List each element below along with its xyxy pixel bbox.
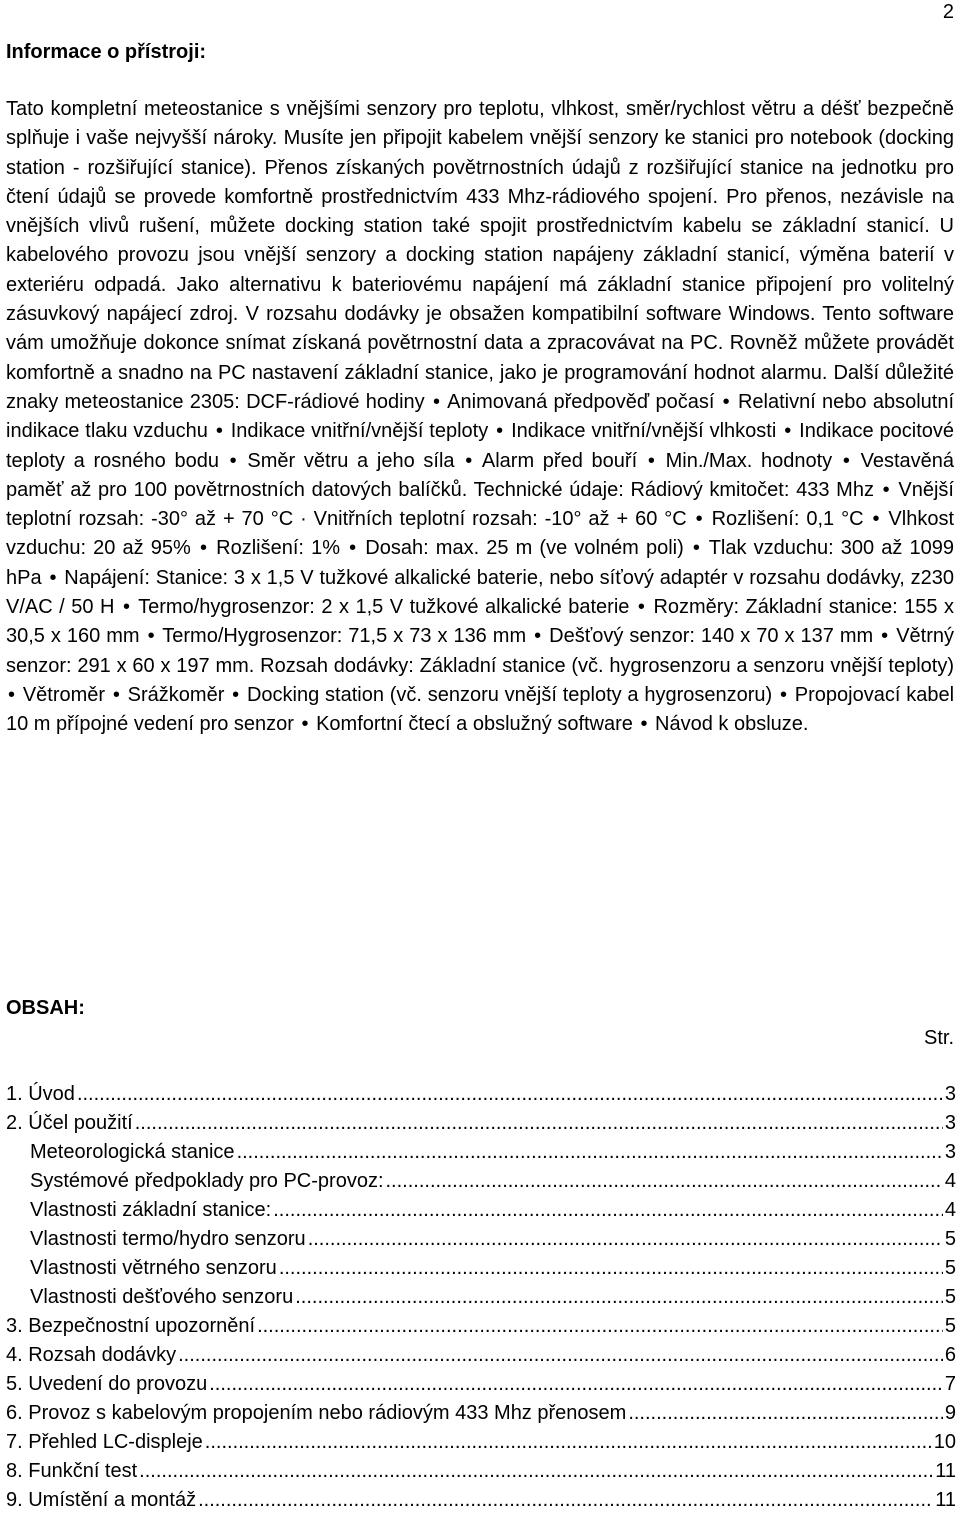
toc-entry[interactable]: [6, 1167, 956, 1196]
toc-entry[interactable]: [6, 1138, 956, 1167]
toc-entry-label: 1. Úvod: [6, 1083, 75, 1105]
bullet-separator: •: [872, 508, 880, 531]
info-segment: Vnější teplotní rozsah: -30° až + 70 °C · Vnitřních teplotní rozsah: -10° až + 60 °C: [6, 478, 954, 531]
toc-entry-label: Vlastnosti větrného senzoru: [30, 1257, 277, 1279]
bullet-separator: •: [122, 596, 130, 619]
toc-entry-label: 7. Přehled LC-displeje: [6, 1431, 203, 1453]
toc-dot-leader: [77, 1080, 943, 1109]
toc-entry-label: 3. Bezpečnostní upozornění: [6, 1315, 256, 1337]
info-segment: Relativní nebo absolutní indikace tlaku vzduchu: [6, 390, 955, 443]
info-segment: Alarm před bouří: [481, 449, 638, 472]
toc-entry[interactable]: [6, 1399, 956, 1428]
toc-dot-leader: [205, 1428, 932, 1457]
info-segment: Indikace pocitové teploty a rosného bodu: [6, 420, 955, 472]
info-segment: Vestavěná paměť až pro 100 povětrnostních datových balíčků. Technické údaje: Rádiový kmitočet: 433 Mhz: [6, 449, 955, 501]
bullet-separator: •: [640, 713, 648, 736]
info-segment: Vlhkost vzduchu: 20 až 95%: [6, 508, 955, 560]
info-segment: Tlak vzduchu: 300 až 1099 hPa: [6, 537, 955, 589]
bullet-separator: •: [112, 683, 120, 706]
bullet-separator: •: [496, 420, 504, 443]
toc-entry-page: 3: [944, 1112, 956, 1134]
info-segment: Dosah: max. 25 m (ve volném poli): [365, 537, 684, 560]
table-of-contents: [6, 1080, 956, 1515]
toc-entry-label: 9. Umístění a montáž: [6, 1489, 197, 1511]
info-heading: Informace o přístroji:: [6, 41, 207, 63]
bullet-separator: •: [215, 420, 223, 443]
toc-entry-page: 3: [944, 1083, 956, 1105]
info-segment: Docking station (vč. senzoru vnější teploty a hygrosenzoru): [246, 683, 773, 706]
toc-entry-label: Vlastnosti základní stanice:: [30, 1199, 272, 1221]
info-segment: Komfortní čtecí a obslužný software: [316, 713, 633, 736]
toc-entry-label: Meteorologická stanice: [30, 1141, 235, 1163]
toc-dot-leader: [178, 1341, 943, 1370]
toc-entry[interactable]: [6, 1109, 956, 1138]
info-segment: Dešťový senzor: 140 x 70 x 137 mm: [549, 625, 874, 648]
toc-entry[interactable]: [6, 1370, 956, 1399]
toc-entry-label: Vlastnosti dešťového senzoru: [30, 1286, 294, 1308]
toc-entry-page: 11: [935, 1460, 956, 1482]
info-segment: Směr větru a jeho síla: [247, 449, 455, 472]
toc-entry[interactable]: [6, 1486, 956, 1515]
toc-entry-page: 6: [944, 1344, 956, 1366]
info-segment: Rozměry: Základní stanice: 155 x 30,5 x 160 mm: [6, 596, 955, 648]
toc-entry[interactable]: [6, 1312, 956, 1341]
toc-entry-page: 5: [944, 1315, 956, 1337]
info-segment: Termo/hygrosenzor: 2 x 1,5 V tužkové alkalické baterie: [138, 596, 630, 619]
bullet-separator: •: [784, 420, 792, 443]
toc-entry[interactable]: [6, 1225, 956, 1254]
toc-entry[interactable]: [6, 1254, 956, 1283]
toc-dot-leader: [237, 1138, 943, 1167]
bullet-separator: •: [882, 478, 890, 501]
info-segment: Větrný senzor: 291 x 60 x 197 mm. Rozsah dodávky: Základní stanice (vč. hygrosenzoru a senzoru vnější teploty): [6, 625, 954, 677]
toc-entry-page: 7: [944, 1373, 956, 1395]
bullet-separator: •: [695, 508, 703, 531]
toc-entry-page: 10: [933, 1431, 956, 1453]
toc-entry[interactable]: [6, 1196, 956, 1225]
toc-entry-page: 5: [944, 1257, 956, 1279]
info-segment: Rozlišení: 1%: [216, 537, 340, 560]
toc-heading: OBSAH:: [6, 997, 85, 1019]
toc-entry-label: 4. Rozsah dodávky: [6, 1344, 177, 1366]
toc-dot-leader: [135, 1109, 943, 1138]
toc-dot-leader: [279, 1254, 943, 1283]
toc-dot-leader: [628, 1399, 943, 1428]
info-segment: Napájení: Stanice: 3 x 1,5 V tužkové alkalické baterie, nebo síťový adaptér v rozsahu dodávky, z230 V/AC / 50 H: [6, 566, 954, 619]
toc-dot-leader: [257, 1312, 943, 1341]
bullet-separator: •: [465, 449, 473, 472]
toc-entry-page: 9: [944, 1402, 956, 1424]
toc-entry-page: 5: [944, 1228, 956, 1250]
toc-page-column-header: Str.: [923, 1027, 954, 1049]
toc-entry[interactable]: [6, 1428, 956, 1457]
toc-entry-page: 3: [944, 1141, 956, 1163]
toc-entry-label: 8. Funkční test: [6, 1460, 138, 1482]
bullet-separator: •: [842, 449, 850, 472]
bullet-separator: •: [779, 683, 787, 706]
info-segment: Srážkoměr: [127, 683, 225, 706]
info-segment: Termo/Hygrosenzor: 71,5 x 73 x 136 mm: [162, 625, 527, 648]
bullet-separator: •: [647, 449, 655, 472]
toc-entry[interactable]: [6, 1341, 956, 1370]
toc-dot-leader: [139, 1457, 933, 1486]
info-segment: Min./Max. hodnoty: [665, 449, 833, 472]
bullet-separator: •: [692, 537, 700, 560]
toc-dot-leader: [198, 1486, 933, 1515]
toc-dot-leader: [308, 1225, 943, 1254]
bullet-separator: •: [534, 625, 542, 648]
bullet-separator: •: [881, 625, 889, 648]
toc-entry-label: 6. Provoz s kabelovým propojením nebo rádiovým 433 Mhz přenosem: [6, 1402, 627, 1424]
bullet-separator: •: [147, 625, 155, 648]
toc-entry-label: Systémové předpoklady pro PC-provoz:: [30, 1170, 384, 1192]
bullet-separator: •: [49, 566, 57, 589]
info-paragraph: [6, 95, 954, 740]
info-segment: Propojovací kabel 10 m přípojné vedení pro senzor: [6, 683, 955, 736]
toc-entry-page: 5: [944, 1286, 956, 1308]
bullet-separator: •: [637, 596, 645, 619]
info-segment: Tato kompletní meteostanice s vnějšími senzory pro teplotu, vlhkost, směr/rychlost větru a déšť bezpečně splňuje i vaše nejvyšší nároky. Musíte jen připojit kabelem vnější senzory ke stanici pro notebook (docking station - rozšiřující stanice). Přenos získaných povětrnostních údajů z rozšiřující stanice na jednotku pro čtení údajů se provede komfortně prostřednictvím 433 Mhz-rádiového spojení. Pro přenos, nezávisle na vnějších vlivů rušení, můžete docking station také spojit prostřednictvím kabelu se základní stanicí. U kabelového provozu jsou vnější senzory a docking station napájeny základní stanicí, výměna baterií v exteriéru odpadá. Jako alternativu k bateriovému napájení má základní stanice připojení pro volitelný zásuvkový napájecí zdroj. V rozsahu dodávky je obsažen kompatibilní software Windows. Tento software vám umožňuje dokonce snímat získaná povětrnostní data a zpracovávat na PC. Rovněž můžete provádět komfortně a snadno na PC nastavení základní stanice, jako je programování hodnot alarmu. Další důležité znaky meteostanice 2305: DCF-rádiové hodiny: [6, 98, 954, 413]
toc-dot-leader: [209, 1370, 943, 1399]
toc-entry-label: 2. Účel použití: [6, 1112, 133, 1134]
toc-dot-leader: [295, 1283, 943, 1312]
info-segment: Větroměr: [22, 683, 106, 706]
bullet-separator: •: [229, 449, 237, 472]
info-segment: Indikace vnitřní/vnější teploty: [230, 420, 489, 443]
toc-entry[interactable]: [6, 1457, 956, 1486]
toc-dot-leader: [386, 1167, 943, 1196]
bullet-separator: •: [8, 683, 16, 706]
bullet-separator: •: [722, 390, 730, 413]
bullet-separator: •: [232, 683, 240, 706]
info-segment: Rozlišení: 0,1 °C: [711, 508, 864, 531]
bullet-separator: •: [349, 537, 357, 560]
toc-dot-leader: [273, 1196, 943, 1225]
info-segment: Návod k obsluze.: [655, 713, 809, 736]
page-number: 2: [942, 1, 954, 23]
toc-entry-page: 11: [935, 1489, 956, 1511]
bullet-separator: •: [199, 537, 207, 560]
bullet-separator: •: [301, 713, 309, 736]
toc-entry-label: 5. Uvedení do provozu: [6, 1373, 208, 1395]
info-segment: Indikace vnitřní/vnější vlhkosti: [511, 420, 777, 443]
toc-entry[interactable]: [6, 1283, 956, 1312]
toc-entry-page: 4: [944, 1170, 956, 1192]
info-segment: Animovaná předpověď počasí: [447, 390, 715, 413]
toc-entry-label: Vlastnosti termo/hydro senzoru: [30, 1228, 306, 1250]
bullet-separator: •: [432, 390, 440, 413]
toc-entry[interactable]: [6, 1080, 956, 1109]
toc-entry-page: 4: [944, 1199, 956, 1221]
